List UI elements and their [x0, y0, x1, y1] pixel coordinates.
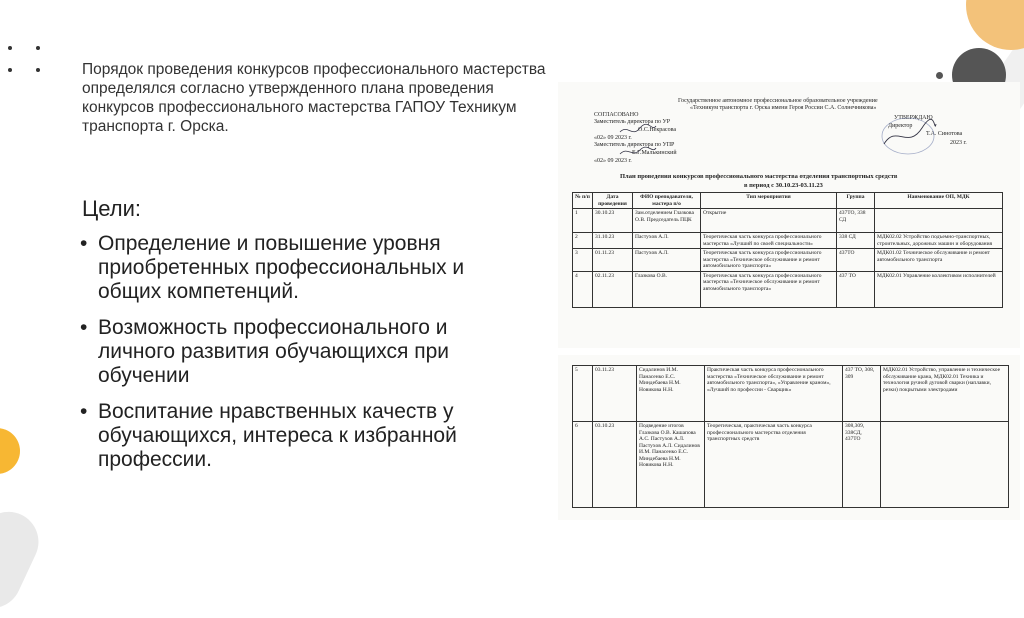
- cell: 4: [573, 271, 593, 307]
- decor-circle-yellow: [0, 428, 20, 474]
- cell: 03.10.23: [593, 422, 637, 508]
- decor-shape-grey: [0, 502, 48, 618]
- col-header: ФИО преподавателя, мастера п/о: [633, 193, 701, 209]
- col-header: № п/п: [573, 193, 593, 209]
- decor-dot: [936, 72, 943, 79]
- cell: 01.11.23: [593, 249, 633, 272]
- cell: Теоретическая часть конкурса профессионального мастерства «Лучший по своей специальности»: [701, 233, 837, 249]
- doc-director-name: Т.А. Синотова: [926, 131, 963, 137]
- table-row: [573, 271, 1003, 307]
- doc-institution-name: «Техникум транспорта г. Орска имени Героя России С.А. Солнечникова»: [690, 105, 877, 111]
- col-header: Группа: [837, 193, 875, 209]
- goals-list: [78, 232, 518, 484]
- cell: 1: [573, 209, 593, 233]
- cell: 308,309, 338СД, 437ТО: [843, 422, 881, 508]
- intro-text: Порядок проведения конкурсов профессионального мастерства определялся согласно утвержденного плана проведения конкурсов профессионального мастерства ГАПОУ Техникум транспорта г. Орска.: [82, 61, 546, 135]
- cell: 03.11.23: [593, 366, 637, 422]
- doc-agreed: СОГЛАСОВАНО: [594, 112, 639, 118]
- plan-table: [572, 192, 1003, 308]
- scanned-document-page1: [558, 82, 1020, 348]
- doc-approve: УТВЕРЖДАЮ: [894, 115, 933, 121]
- col-header: Дата проведения: [593, 193, 633, 209]
- cell: 3: [573, 249, 593, 272]
- stamp-signature-icon: [878, 114, 938, 158]
- cell: МДК02.02 Устройство подъемно-транспортных, строительных, дорожных машин и оборудования: [875, 233, 1003, 249]
- cell: Подведение итогов Глазкова О.В. Кашапова А.С. Пастухов А.Л. Пастухов А.Л. Сидалинов И.М. Панасенко Е.С. Миндебаева Н.М. Новикова Н.Н.: [637, 422, 705, 508]
- cell: 437ТО: [837, 249, 875, 272]
- doc-deputy2: Заместитель директора по УПР: [594, 142, 675, 148]
- cell: 437 ТО, 308, 309: [843, 366, 881, 422]
- decor-circle-orange: [966, 0, 1024, 50]
- cell: Теоретическая часть конкурса профессионального мастерства «Техническое обслуживание и ремонт автомобильного транспорта»: [701, 271, 837, 307]
- doc-deputy2-name: Е.Г.Малькинский: [632, 150, 677, 156]
- table-row: [573, 249, 1003, 272]
- doc-deputy2-date: «02» 09 2023 г.: [594, 158, 632, 164]
- doc-director-date: 2023 г.: [950, 140, 967, 146]
- decor-dot: [8, 68, 12, 72]
- cell: 02.11.23: [593, 271, 633, 307]
- table-row: [573, 209, 1003, 233]
- table-header-row: [573, 193, 1003, 209]
- cell: 30.10.23: [593, 209, 633, 233]
- cell: 338 СД: [837, 233, 875, 249]
- cell: [875, 209, 1003, 233]
- bullet-icon: •: [80, 232, 88, 255]
- decor-dot: [8, 46, 12, 50]
- goal-item: • Определение и повышение уровня приобретенных профессиональных и общих компетенций.: [80, 232, 465, 303]
- bullet-icon: •: [80, 316, 88, 339]
- plan-table-continued: [572, 365, 1009, 508]
- cell: 437ТО, 338 СД: [837, 209, 875, 233]
- table-row: [573, 366, 1009, 422]
- scanned-document-page2: [558, 355, 1020, 520]
- cell: Теоретическая часть конкурса профессионального мастерства «Техническое обслуживание и ремонт автомобильного транспорта»: [701, 249, 837, 272]
- col-header: Тип мероприятия: [701, 193, 837, 209]
- goal-item: • Возможность профессионального и личного развития обучающихся при обучении: [80, 316, 449, 387]
- cell: 2: [573, 233, 593, 249]
- doc-institution: Государственное автономное профессиональное образовательное учреждение: [678, 98, 878, 104]
- cell: МДК02.01 Управление коллективом исполнителей: [875, 271, 1003, 307]
- cell: Пастухов А.Л.: [633, 233, 701, 249]
- doc-director: Директор: [888, 123, 913, 129]
- cell: 6: [573, 422, 593, 508]
- cell: Зам.отделением Глазкова О.В. Председатель ПЦК: [633, 209, 701, 233]
- goal-item: • Воспитание нравственных качеств у обучающихся, интереса к избранной профессии.: [80, 400, 457, 471]
- doc-deputy1-name: О.С.Некрасова: [638, 127, 676, 133]
- col-header: Наименование ОП, МДК: [875, 193, 1003, 209]
- cell: Сидалинов И.М. Панасенко Е.С. Миндебаева Н.М. Новикова Н.Н.: [637, 366, 705, 422]
- signature-icon: [618, 122, 658, 162]
- cell: МДК01.02 Техническое обслуживание и ремонт автомобильного транспорта: [875, 249, 1003, 272]
- doc-deputy1: Заместитель директора по УР: [594, 119, 671, 125]
- cell: [881, 422, 1009, 508]
- table-row: [573, 233, 1003, 249]
- cell: Теоретическая, практическая часть конкурса профессионального мастерства отделения транспортных средств: [705, 422, 843, 508]
- cell: Практическая часть конкурса профессионального мастерства «Техническое обслуживание и ремонт автомобильного транспорта», «Управление краном», «Лучший по профессии - Сварщик»: [705, 366, 843, 422]
- cell: МДК02.01 Устройство, управление и техническое обслуживание крана, МДК02.01 Техника и технология ручной дуговой сварки (наплавки, резки) покрытыми электродами: [881, 366, 1009, 422]
- doc-plan-period: в период с 30.10.23-03.11.23: [744, 182, 823, 189]
- doc-deputy1-date: «02» 09 2023 г.: [594, 135, 632, 141]
- cell: Открытие: [701, 209, 837, 233]
- cell: 5: [573, 366, 593, 422]
- cell: Пастухов А.Л.: [633, 249, 701, 272]
- decor-dot: [36, 68, 40, 72]
- cell: 31.10.23: [593, 233, 633, 249]
- cell: 437 ТО: [837, 271, 875, 307]
- doc-plan-title: План проведения конкурсов профессионального мастерства отделения транспортных средств: [620, 173, 898, 180]
- goals-heading: Цели:: [82, 196, 142, 221]
- decor-dot: [36, 46, 40, 50]
- cell: Глазкова О.В.: [633, 271, 701, 307]
- bullet-icon: •: [80, 400, 88, 423]
- table-row: [573, 422, 1009, 508]
